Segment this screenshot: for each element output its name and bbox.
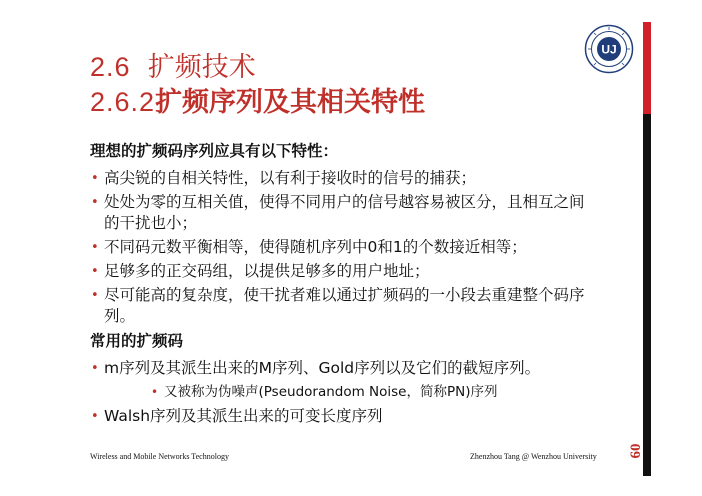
section-heading-ideal-properties: 理想的扩频码序列应具有以下特性： xyxy=(90,142,339,160)
title-line-2 xyxy=(90,85,425,120)
logo-letters: UJ xyxy=(601,42,617,57)
title-subsection-text: 扩频序列及其相关特性 xyxy=(155,87,426,118)
ideal-properties-list xyxy=(90,168,590,327)
list-item: • 足够多的正交码组，以提供足够多的用户地址； xyxy=(90,261,590,282)
list-item: • Walsh序列及其派生出来的可变长度序列 xyxy=(90,406,590,427)
section-heading-common-codes: 常用的扩频码 xyxy=(90,332,184,350)
title-subsection-number: 2.6.2 xyxy=(90,87,156,117)
page-number: 60 xyxy=(628,443,644,459)
title-section-number: 2.6 xyxy=(90,52,131,82)
footer-author: Zhenzhou Tang @ Wenzhou University xyxy=(470,452,597,461)
list-item: • 处处为零的互相关值，使得不同用户的信号越容易被区分，且相互之间的干扰也小； xyxy=(90,192,590,234)
list-item: • 尽可能高的复杂度，使干扰者难以通过扩频码的一小段去重建整个码序列。 xyxy=(90,285,590,327)
slide-body xyxy=(90,140,590,430)
footer-course-name: Wireless and Mobile Networks Technology xyxy=(90,452,229,461)
list-item: • 不同码元数平衡相等，使得随机序列中0和1的个数接近相等； xyxy=(90,237,590,258)
slide-title xyxy=(90,50,425,120)
title-section-text: 扩频技术 xyxy=(147,52,256,83)
title-line-1 xyxy=(90,50,425,85)
side-accent-bar-black xyxy=(643,114,651,476)
university-logo-icon xyxy=(584,24,634,74)
common-codes-list xyxy=(90,358,590,427)
list-subitem: • 又被称为伪噪声(Pseudorandom Noise，简称PN)序列 xyxy=(150,382,590,402)
list-item: • m序列及其派生出来的M序列、Gold序列以及它们的截短序列。 xyxy=(90,358,590,379)
list-item: • 高尖锐的自相关特性，以有利于接收时的信号的捕获； xyxy=(90,168,590,189)
side-accent-bar-red xyxy=(643,22,651,114)
